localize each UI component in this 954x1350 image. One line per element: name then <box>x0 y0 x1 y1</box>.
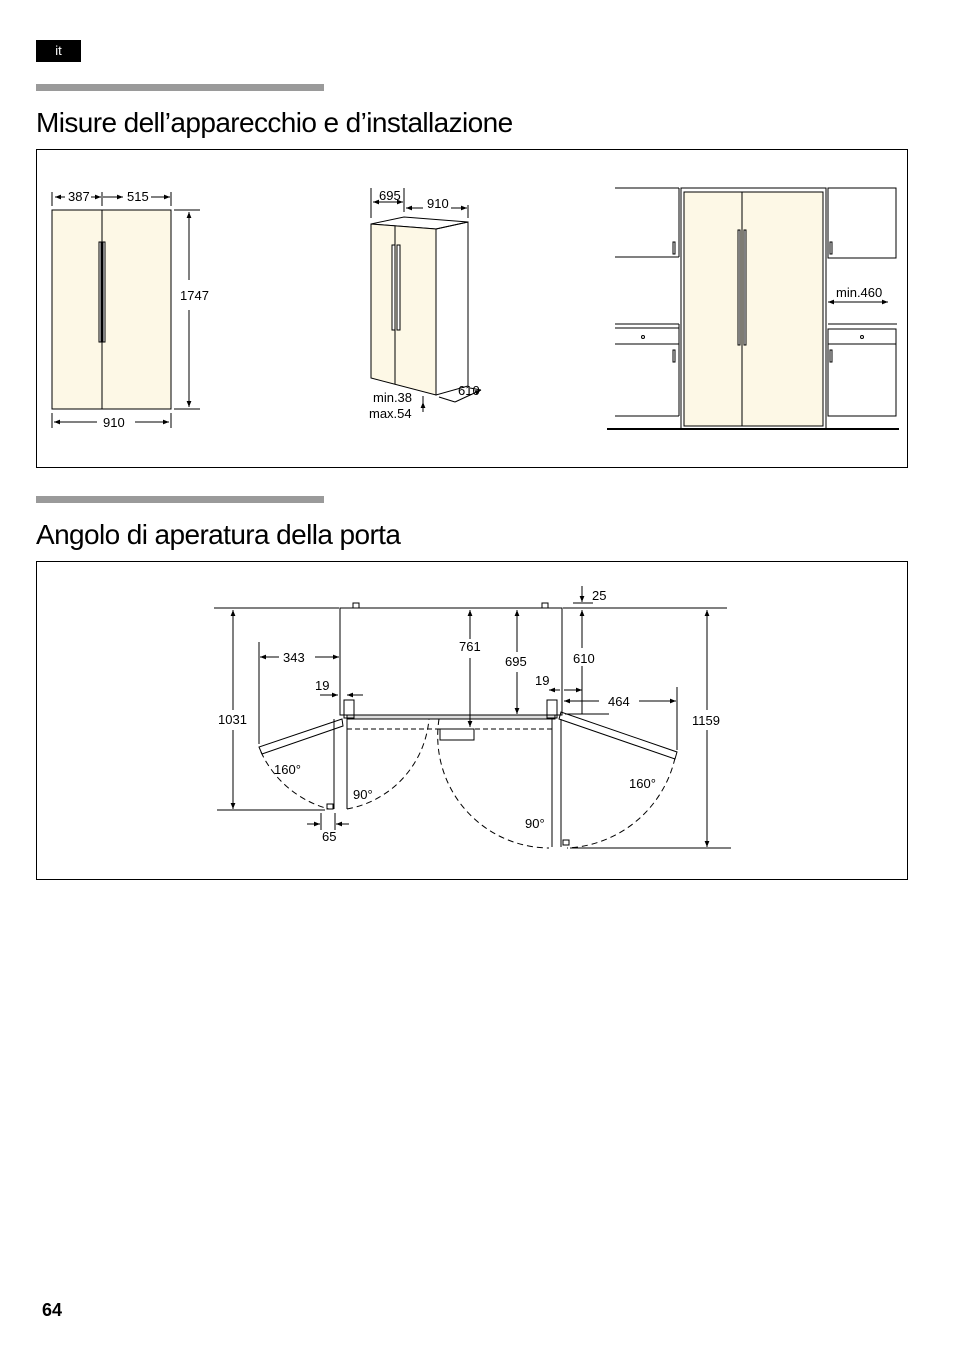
dim-top-gap: 25 <box>592 588 607 603</box>
perspective-width: 910 <box>427 196 449 211</box>
door-angle-figure <box>37 562 909 881</box>
dim-center-695: 695 <box>505 654 527 669</box>
front-view <box>52 192 200 428</box>
perspective-view <box>371 188 481 412</box>
dim-right-angle-160: 160° <box>629 776 656 791</box>
language-tag: it <box>36 40 81 62</box>
installation-min-width: min.460 <box>836 285 883 300</box>
dim-right-angle-90: 90° <box>525 816 545 831</box>
dimensions-figure <box>37 150 909 469</box>
front-width-right: 515 <box>127 189 149 204</box>
front-width-left: 387 <box>68 189 90 204</box>
dim-right-swing: 464 <box>608 694 630 709</box>
dim-right-610: 610 <box>573 651 595 666</box>
dim-right-offset: 19 <box>535 673 550 688</box>
dim-center-761: 761 <box>459 639 481 654</box>
dim-left-swing: 343 <box>283 650 305 665</box>
perspective-body-depth: 610 <box>458 383 480 398</box>
installation-view <box>607 188 899 429</box>
dim-left-offset: 19 <box>315 678 330 693</box>
section-title-door-angle: Angolo di aperatura della porta <box>36 519 401 550</box>
dim-right-depth: 1159 <box>692 713 720 728</box>
section-bar-2 <box>36 496 324 503</box>
section-bar-1 <box>36 84 324 91</box>
dim-left-angle-90: 90° <box>353 787 373 802</box>
door-angle-figure-frame <box>36 561 908 880</box>
dim-left-depth: 1031 <box>218 712 247 727</box>
perspective-gap-min: min.38 <box>373 390 413 405</box>
dim-left-angle-160: 160° <box>274 762 301 777</box>
dimensions-figure-frame <box>36 149 908 468</box>
front-height: 1747 <box>180 288 209 303</box>
door-angle-plan <box>214 586 731 848</box>
perspective-depth: 695 <box>379 188 401 203</box>
section-title-dimensions: Misure dell’apparecchio e d’installazione <box>36 107 513 138</box>
perspective-gap-max: max.54 <box>369 406 412 421</box>
dim-left-bottom: 65 <box>322 829 337 844</box>
front-width-total: 910 <box>103 415 125 430</box>
page-number: 64 <box>42 1300 63 1320</box>
